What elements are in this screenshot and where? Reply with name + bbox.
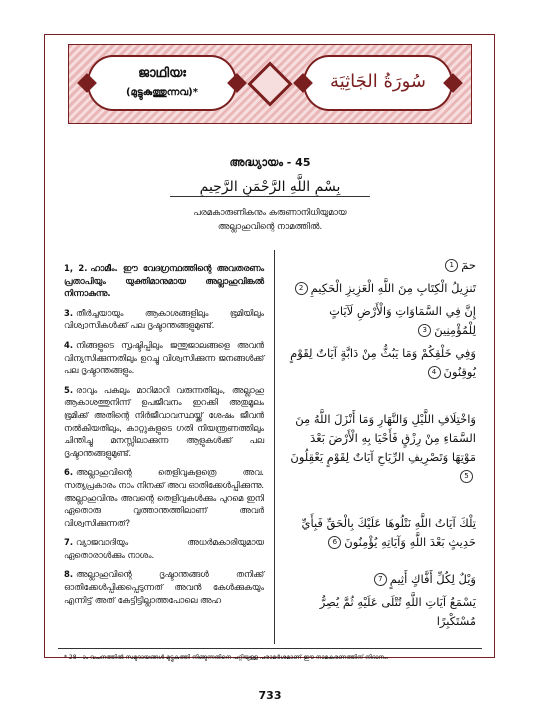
translation-paragraph bbox=[64, 536, 264, 561]
verse-number-marker: 7 bbox=[374, 573, 387, 586]
arabic-verse bbox=[286, 570, 476, 589]
arabic-verse-text: إِنَّ فِي السَّمَاوَاتِ وَالْأَرْضِ لَآيَاتٍ لِلْمُؤْمِنِينَ bbox=[329, 304, 476, 337]
arabic-title-cartouche bbox=[303, 55, 453, 111]
verse-spacer bbox=[286, 386, 476, 410]
arabic-verse bbox=[286, 410, 476, 486]
translation-paragraph bbox=[64, 568, 264, 606]
verse-number: 1, 2. bbox=[64, 263, 88, 273]
verse-text: വ്യാജവാദിയും അധർമകാരിയുമായ ഏതൊരാൾക്കും നാശം. bbox=[64, 537, 264, 560]
translation-paragraph bbox=[64, 339, 264, 377]
translation-paragraph bbox=[64, 466, 264, 529]
arabic-verse bbox=[286, 279, 476, 298]
chapter-heading: അദ്ധ്യായം - 45 bbox=[229, 156, 311, 169]
verse-text: അല്ലാഹുവിന്റെ തെളിവുകളത്രെ അവ. സത്യപ്രകാരം നാം നിനക്ക് അവ ഓതിക്കേൾപ്പിക്കുന്നു. അല്ലാഹുവിനും അവന്റെ തെളിവുകൾക്കും പുറമെ ഇനി ഏതൊരു വൃത്താന്തത്തിലാണ് അവർ വിശ്വസിക്കുന്നത്? bbox=[64, 467, 265, 528]
verse-spacer bbox=[286, 490, 476, 514]
surah-title-arabic: سُورَةُ الجَاثِيَة bbox=[330, 71, 426, 92]
arabic-verse bbox=[286, 256, 476, 275]
verse-number: 3. bbox=[64, 307, 74, 318]
translation-paragraph bbox=[64, 384, 264, 460]
ornament-knot-icon bbox=[247, 61, 292, 106]
arabic-verse bbox=[286, 344, 476, 382]
verse-number: 6. bbox=[64, 467, 74, 478]
footnote: * 28—ാം വചനത്തിൽ സമുദായങ്ങൾ മുട്ടുകുത്തി നിങ്ങുന്നതിനെ പറ്റിയുള്ള പരാമർശമാണ് ഈ നാമകരണത്തിന് നിദാനം. bbox=[64, 654, 389, 661]
arabic-verse-text: تِلْكَ آيَاتُ اللَّهِ نَتْلُوهَا عَلَيْكَ بِالْحَقِّ فَبِأَيِّ حَدِيثٍ بَعْدَ اللَّهِ وَآيَاتِهِ يُؤْمِنُونَ bbox=[301, 516, 476, 549]
arabic-verse-text: تَنزِيلُ الْكِتَابِ مِنَ اللَّهِ الْعَزِيزِ الْحَكِيمِ bbox=[310, 281, 476, 295]
verse-text: നിങ്ങളുടെ സൃഷ്ടിപ്പിലും ജന്തുജാലങ്ങളെ അവൻ വിന്യസിക്കുന്നതിലും ഉറച്ചു വിശ്വസിക്കുന്ന ജനങ്ങൾക്ക് പല ദൃഷ്ടാന്തങ്ങളും. bbox=[64, 339, 264, 376]
basmala-arabic: بِسْمِ اللَّهِ الرَّحْمَنِ الرَّحِيمِ bbox=[199, 179, 341, 195]
arabic-verse bbox=[286, 514, 476, 552]
verse-number-marker: 1 bbox=[445, 259, 458, 272]
verse-text: തീർച്ചയായും ആകാശങ്ങളിലും ഭൂമിയിലും വിശ്വാസികൾക്ക് പല ദൃഷ്ടാന്തങ്ങളുമുണ്ട്. bbox=[64, 307, 264, 331]
basmala-translation-line-1: പരമകാരുണികനും കരുണാനിധിയുമായ bbox=[193, 208, 347, 218]
arabic-verse bbox=[286, 302, 476, 340]
arabic-text-column bbox=[286, 256, 476, 635]
surah-subtitle-malayalam: (മുട്ടുകുത്തുന്നവ)* bbox=[126, 87, 198, 98]
arabic-verse-text: وَيْلٌ لِكُلِّ أَفَّاكٍ أَثِيمٍ bbox=[389, 572, 476, 586]
arabic-verse-text: حمٓ bbox=[461, 258, 476, 272]
verse-text: ഹാമീം. ഈ വേദഗ്രന്ഥത്തിന്റെ അവതരണം പ്രതാപിയും യുക്തിമാനുമായ അല്ലാഹുവിങ്കൽ നിന്നാകുന്നു. bbox=[64, 263, 264, 299]
verse-number-marker: 5 bbox=[460, 470, 473, 483]
verse-number: 4. bbox=[64, 339, 74, 350]
verse-number: 8. bbox=[64, 569, 74, 580]
verse-number-marker: 2 bbox=[295, 282, 308, 295]
basmala-translation bbox=[0, 206, 540, 234]
verse-number-marker: 4 bbox=[428, 366, 441, 379]
verse-spacer bbox=[286, 556, 476, 570]
footnote-rule bbox=[58, 648, 482, 649]
surah-title-malayalam: ജാഥിയഃ bbox=[138, 66, 186, 81]
verse-text: അല്ലാഹുവിന്റെ ദൃഷ്ടാന്തങ്ങൾ തനിക്ക് ഓതിക്കേൾപ്പിക്കപ്പെടുന്നത് അവൻ കേൾക്കുകയും എന്നിട്ട് അത് കേട്ടിട്ടില്ലാത്തപോലെ അഹ bbox=[64, 569, 264, 605]
arabic-verse-text: وَفِي خَلْقِكُمْ وَمَا يَبُثُّ مِنْ دَابَّةٍ آيَاتٌ لِقَوْمٍ يُوقِنُونَ bbox=[290, 346, 476, 379]
surah-header-banner bbox=[68, 44, 472, 124]
malayalam-title-cartouche bbox=[87, 55, 237, 111]
basmala-translation-line-2: അല്ലാഹുവിന്റെ നാമത്തിൽ. bbox=[217, 222, 323, 232]
verse-number-marker: 3 bbox=[418, 324, 431, 337]
page-number: 733 bbox=[258, 689, 282, 702]
verse-number: 7. bbox=[64, 537, 74, 548]
translation-paragraph bbox=[64, 307, 264, 332]
verse-number-marker: 6 bbox=[328, 536, 341, 549]
basmala-underline bbox=[170, 196, 370, 197]
verse-number: 5. bbox=[64, 384, 74, 395]
translation-paragraph bbox=[64, 262, 264, 300]
malayalam-translation-column bbox=[64, 262, 264, 613]
arabic-verse-text: يَسْمَعُ آيَاتِ اللَّهِ تُتْلَى عَلَيْهِ ثُمَّ يُصِرُّ مُسْتَكْبِرًا bbox=[319, 595, 476, 628]
arabic-verse-text: وَاخْتِلَافِ اللَّيْلِ وَالنَّهَارِ وَمَا أَنْزَلَ اللَّهُ مِنَ السَّمَاءِ مِنْ رِزْقٍ فَأَحْيَا بِهِ الْأَرْضَ بَعْدَ مَوْتِهَا وَتَصْرِيفِ الرِّيَاحِ آيَاتٌ لِقَوْمٍ يَعْقِلُونَ bbox=[290, 412, 476, 464]
verse-text: രാവും പകലും മാറിമാറി വരുന്നതിലും, അല്ലാഹു ആകാശത്തുനിന്ന് ഉപജീവനം ഇറക്കി അതുമൂലം ഭൂമിക്ക് അതിന്റെ നിർജീവാവസ്ഥയ്ക്ക് ശേഷം ജീവൻ നൽകിയതിലും, കാറ്റുകളുടെ ഗതി നിയന്ത്രണത്തിലും ചിന്തിച്ചു മനസ്സിലാക്കുന്ന ആളുകൾക്ക് പല ദൃഷ്ടാന്തങ്ങളുമുണ്ട്. bbox=[64, 384, 264, 458]
column-divider bbox=[274, 250, 275, 644]
arabic-verse bbox=[286, 593, 476, 631]
